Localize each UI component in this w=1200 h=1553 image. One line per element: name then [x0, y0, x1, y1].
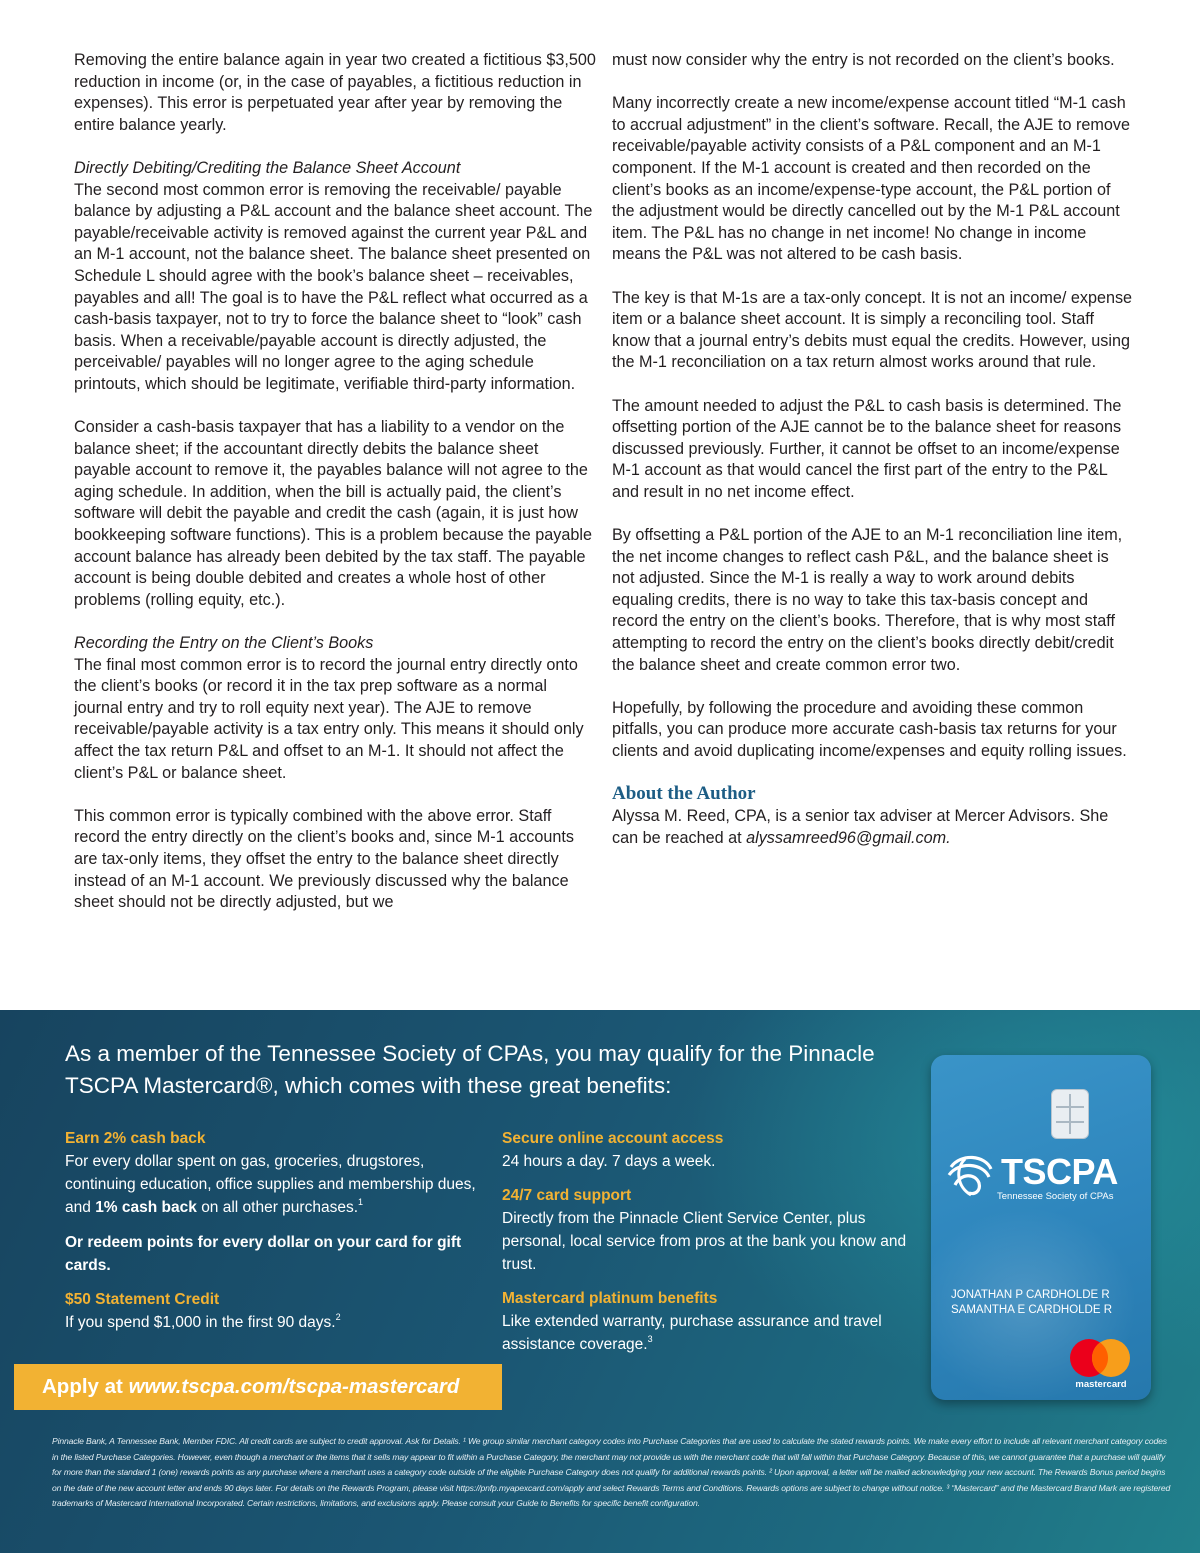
about-author-heading: About the Author — [612, 783, 756, 805]
benefit-title: 24/7 card support — [502, 1187, 632, 1204]
mastercard-promo-banner — [0, 1010, 1200, 1553]
paragraph: The second most common error is removing the receivable/ payable balance by adjusting a P&L account and the balance sheet account. The payable/receivable activity is removed against the current year P&L and an M-1 account, not the balance sheet. The balance sheet presented on Schedule L should agree with the book’s balance sheet – receivables, payables and all! The goal is to have the P&L reflect what occurred as a cash-basis taxpayer, not to try to force the balance sheet to “look” cash basis. When a receivable/payable account is directly adjusted, the perceivable/ payables will no longer agree to the aging schedule printouts, which should be legitimate, verifiable third-party information. — [74, 180, 593, 393]
paragraph: This common error is typically combined with the above error. Staff record the entry directly on the client’s books and, since M-1 accounts are tax-only items, they offset the entry to the balance sheet directly instead of an M-1 account. We previously discussed why the balance sheet should not be directly adjusted, but we — [74, 806, 574, 912]
benefits-column-right — [502, 1128, 922, 1368]
paragraph: Many incorrectly create a new income/expense account titled “M-1 cash to accrual adjustment” in the client’s software. Recall, the AJE to remove receivable/payable activity consists of a P&L component and an M-1 component. If the M-1 account is created and then recorded on the client’s books as an income/expense-type account, the P&L portion of the adjustment would be directly cancelled out by the M-1 P&L account item. The P&L has no change in net income! No change in income means the P&L was not altered to be cash basis. — [612, 94, 1130, 264]
benefit-title: Mastercard platinum benefits — [502, 1290, 718, 1307]
subheading: Directly Debiting/Crediting the Balance Sheet Account — [74, 158, 461, 177]
paragraph: The final most common error is to record the journal entry directly onto the client’s books (or record it in the tax prep software as a normal journal entry and try to roll equity next year). The AJE to remove receivable/payable activity is a tax entry only. This means it should only affect the tax return P&L and offset to an M-1. It should not affect the client’s P&L or balance sheet. — [74, 655, 584, 782]
apply-url-link[interactable]: www.tscpa.com/tscpa-mastercard — [128, 1375, 460, 1398]
article — [74, 50, 1134, 960]
author-bio — [612, 806, 1134, 849]
paragraph: Hopefully, by following the procedure and avoiding these common pitfalls, you can produce more accurate cash-basis tax returns for your clients and avoid duplicating income/expenses and equity rolling issues. — [612, 698, 1127, 760]
benefit-title: $50 Statement Credit — [65, 1291, 220, 1308]
paragraph: Removing the entire balance again in year two created a fictitious $3,500 reduction in income (or, in the case of payables, a fictitious reduction in expenses). This error is perpetuated year after year by removing the entire balance yearly. — [74, 51, 596, 134]
mastercard-circles-icon — [1065, 1337, 1137, 1379]
paragraph: Consider a cash-basis taxpayer that has a liability to a vendor on the balance sheet; if the accountant directly debits the balance sheet payable account to remove it, the payables balance will not agree to the aging schedule. In addition, when the bill is actually paid, the client’s software will debit the payable and credit the cash (again, it is just how bookkeeping software functions). This is a problem because the payable account balance has already been debited by the tax staff. The payable account is being double debited and creates a whole host of other problems (rolling equity, etc.). — [74, 418, 593, 609]
card-chip-icon — [1051, 1089, 1089, 1139]
paragraph: The key is that M-1s are a tax-only concept. It is not an income/ expense item or a balance sheet account. It is simply a reconciling tool. Staff know that a journal entry’s debits must equal the credits. However, using the M-1 reconciliation on a tax return almost works around that rule. — [612, 288, 1133, 372]
footnote-marker: 1 — [358, 1196, 364, 1207]
benefit-text — [65, 1311, 485, 1334]
card-logo-text: TSCPA — [1001, 1151, 1118, 1192]
benefit-text-part: For every dollar spent on gas, groceries, drugstores, continuing education, office supplies and membership dues, and — [65, 1153, 476, 1216]
paragraph: must now consider why the entry is not recorded on the client’s books. — [612, 51, 1115, 69]
footnote-marker: 2 — [335, 1311, 341, 1322]
card-holder-name: SAMANTHA E CARDHOLDE R — [951, 1304, 1113, 1316]
benefit-text — [502, 1310, 922, 1356]
benefit-text: Directly from the Pinnacle Client Service Center, plus personal, local service from pros at the bank you know and trust. — [502, 1210, 907, 1273]
benefit-text-part: on all other purchases. — [201, 1199, 359, 1216]
paragraph: The amount needed to adjust the P&L to cash basis is determined. The offsetting portion of the AJE cannot be to the balance sheet for reasons discussed previously. Further, it cannot be offset to an income/expense M-1 account as that would cancel the first part of the entry to the P&L and result in no net income effect. — [612, 396, 1122, 501]
credit-card-image — [931, 1055, 1151, 1400]
fine-print: Pinnacle Bank, A Tennessee Bank, Member FDIC. All credit cards are subject to credit approval. Ask for Details. ¹ We group similar merchant category codes into Purchase Categories that are used to calculate the stated rewards points. We make every effort to include all relevant merchant category codes in the listed Purchase Categories. However, even though a merchant or the items that it sells may appear to fit within a Purchase Category, the merchant may not provide us with the merchant code that will fall within that Purchase Category. Because of this, we cannot guarantee that a purchase will qualify for more than the standard 1 (one) rewards points as any purchase where a merchant uses a category code outside of the eligible Purchase Category does not qualify for additional rewards points. ² Upon approval, a letter will be mailed acknowledging your new account. The Rewards Bonus period begins on the date of the new account letter and ends 90 days later. For details on the Rewards Program, please visit https://pnfp.myapexcard.com/apply and select Rewards Terms and Conditions. Rewards options are subject to change without notice. ³ “Mastercard” and the Mastercard Brand Mark are registered trademarks of Mastercard International Incorporated. Certain restrictions, limitations, and exclusions apply. Please consult your Guide to Benefits for specific benefit configuration. — [52, 1436, 1171, 1509]
card-holder-name: JONATHAN P CARDHOLDE R — [951, 1289, 1110, 1301]
benefit-text-part: Like extended warranty, purchase assurance and travel assistance coverage. — [502, 1313, 882, 1353]
card-holder-names — [951, 1288, 1112, 1318]
benefit-text — [65, 1150, 485, 1219]
apply-button[interactable] — [14, 1364, 502, 1410]
footnote-marker: 3 — [647, 1333, 653, 1344]
tscpa-swirl-icon — [945, 1149, 997, 1201]
card-logo-subtitle: Tennessee Society of CPAs — [997, 1191, 1114, 1202]
benefit-title: Secure online account access — [502, 1130, 724, 1147]
benefit-text: 24 hours a day. 7 days a week. — [502, 1153, 716, 1170]
apply-prefix: Apply at — [42, 1375, 123, 1398]
mastercard-wordmark: mastercard — [1075, 1379, 1127, 1390]
paragraph: By offsetting a P&L portion of the AJE to an M-1 reconciliation line item, the net income changes to reflect cash P&L, and the balance sheet is not adjusted. Since the M-1 is really a way to work around debits equaling credits, there is no way to take this tax-basis concept and record the entry on the client’s books. Therefore, that is why most staff attempting to record the entry on the client’s books directly debit/credit the balance sheet and create common error two. — [612, 526, 1123, 674]
benefit-text-part: If you spend $1,000 in the first 90 days. — [65, 1314, 336, 1331]
tscpa-logo — [945, 1153, 1145, 1213]
benefit-bold-note: Or redeem points for every dollar on your card for gift cards. — [65, 1234, 462, 1274]
article-right-column — [612, 50, 1134, 849]
article-left-column — [74, 50, 596, 914]
mastercard-logo — [1065, 1337, 1137, 1393]
benefits-column-left — [65, 1128, 485, 1346]
promo-headline: As a member of the Tennessee Society of CPAs, you may qualify for the Pinnacle TSCPA Mastercard®, which comes with these great benefits: — [65, 1041, 875, 1098]
author-bio-text: Alyssa M. Reed, CPA, is a senior tax adviser at Mercer Advisors. She can be reached at — [612, 807, 1109, 847]
author-email-link[interactable]: alyssamreed96@gmail.com. — [746, 828, 951, 847]
benefit-text-bold: 1% cash back — [95, 1199, 197, 1216]
benefit-title: Earn 2% cash back — [65, 1130, 206, 1147]
subheading: Recording the Entry on the Client’s Books — [74, 634, 374, 653]
